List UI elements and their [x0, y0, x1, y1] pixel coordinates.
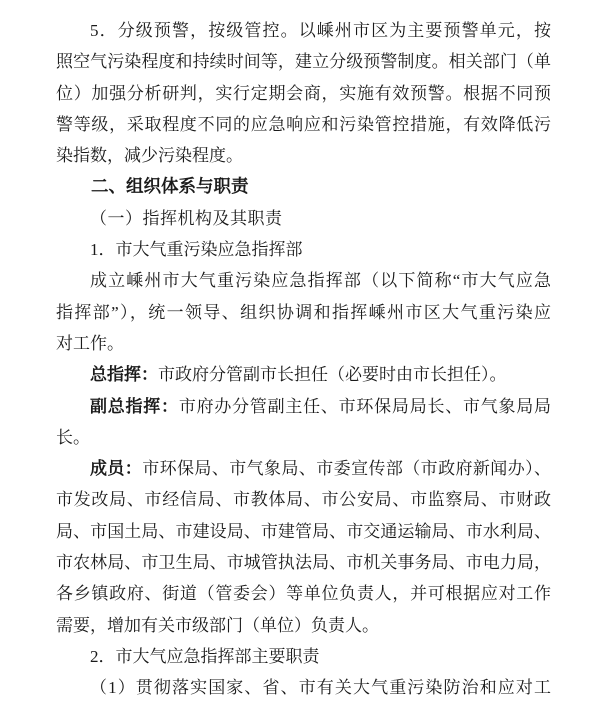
- doc-line: 染指数，减少污染程度。: [56, 146, 243, 166]
- doc-line: 位）加强分析研判，实行定期会商，实施有效预警。根据不同预: [56, 83, 551, 103]
- doc-line: 照空气污染程度和持续时间等，建立分级预警制度。相关部门（单: [56, 52, 551, 72]
- doc-line: 长。: [56, 427, 90, 447]
- role-label-commander: 总指挥：: [90, 365, 158, 385]
- doc-line: 市农林局、市卫生局、市城管执法局、市机关事务局、市电力局，: [56, 553, 551, 573]
- doc-line: 对工作。: [56, 333, 124, 353]
- doc-line: 市发改局、市经信局、市教体局、市公安局、市监察局、市财政: [56, 490, 551, 510]
- doc-line: 警等级，采取程度不同的应急响应和污染管控措施，有效降低污: [56, 114, 551, 134]
- doc-line: [56, 391, 551, 422]
- role-text: 市环保局、市气象局、市委宣传部（市政府新闻办）、: [142, 459, 551, 479]
- subsection-heading: （一）指挥机构及其职责: [90, 208, 283, 228]
- doc-line: [56, 453, 551, 484]
- doc-line: （1）贯彻落实国家、省、市有关大气重污染防治和应对工: [90, 678, 551, 698]
- item-2-heading: 2．市大气应急指挥部主要职责: [90, 646, 320, 666]
- role-text: 市府办分管副主任、市环保局局长、市气象局局: [178, 396, 551, 416]
- role-text: 市政府分管副市长担任（必要时由市长担任）。: [158, 365, 507, 385]
- doc-line: 各乡镇政府、街道（管委会）等单位负责人，并可根据应对工作: [56, 584, 551, 604]
- doc-line: 成立嵊州市大气重污染应急指挥部（以下简称“市大气应急: [90, 271, 551, 291]
- role-label-members: 成员：: [90, 459, 143, 479]
- role-label-deputy-commander: 副总指挥：: [90, 396, 179, 416]
- doc-line: 局、市国土局、市建设局、市建管局、市交通运输局、市水利局、: [56, 521, 551, 541]
- doc-line: 5．分级预警，按级管控。以嵊州市区为主要预警单元，按: [90, 21, 551, 40]
- doc-line: 需要，增加有关市级部门（单位）负责人。: [56, 615, 379, 635]
- doc-line: [56, 359, 551, 390]
- doc-line: 指挥部”），统一领导、组织协调和指挥嵊州市区大气重污染应: [56, 302, 551, 322]
- section-heading: 二、组织体系与职责: [91, 176, 249, 197]
- item-1-heading: 1．市大气重污染应急指挥部: [90, 240, 303, 260]
